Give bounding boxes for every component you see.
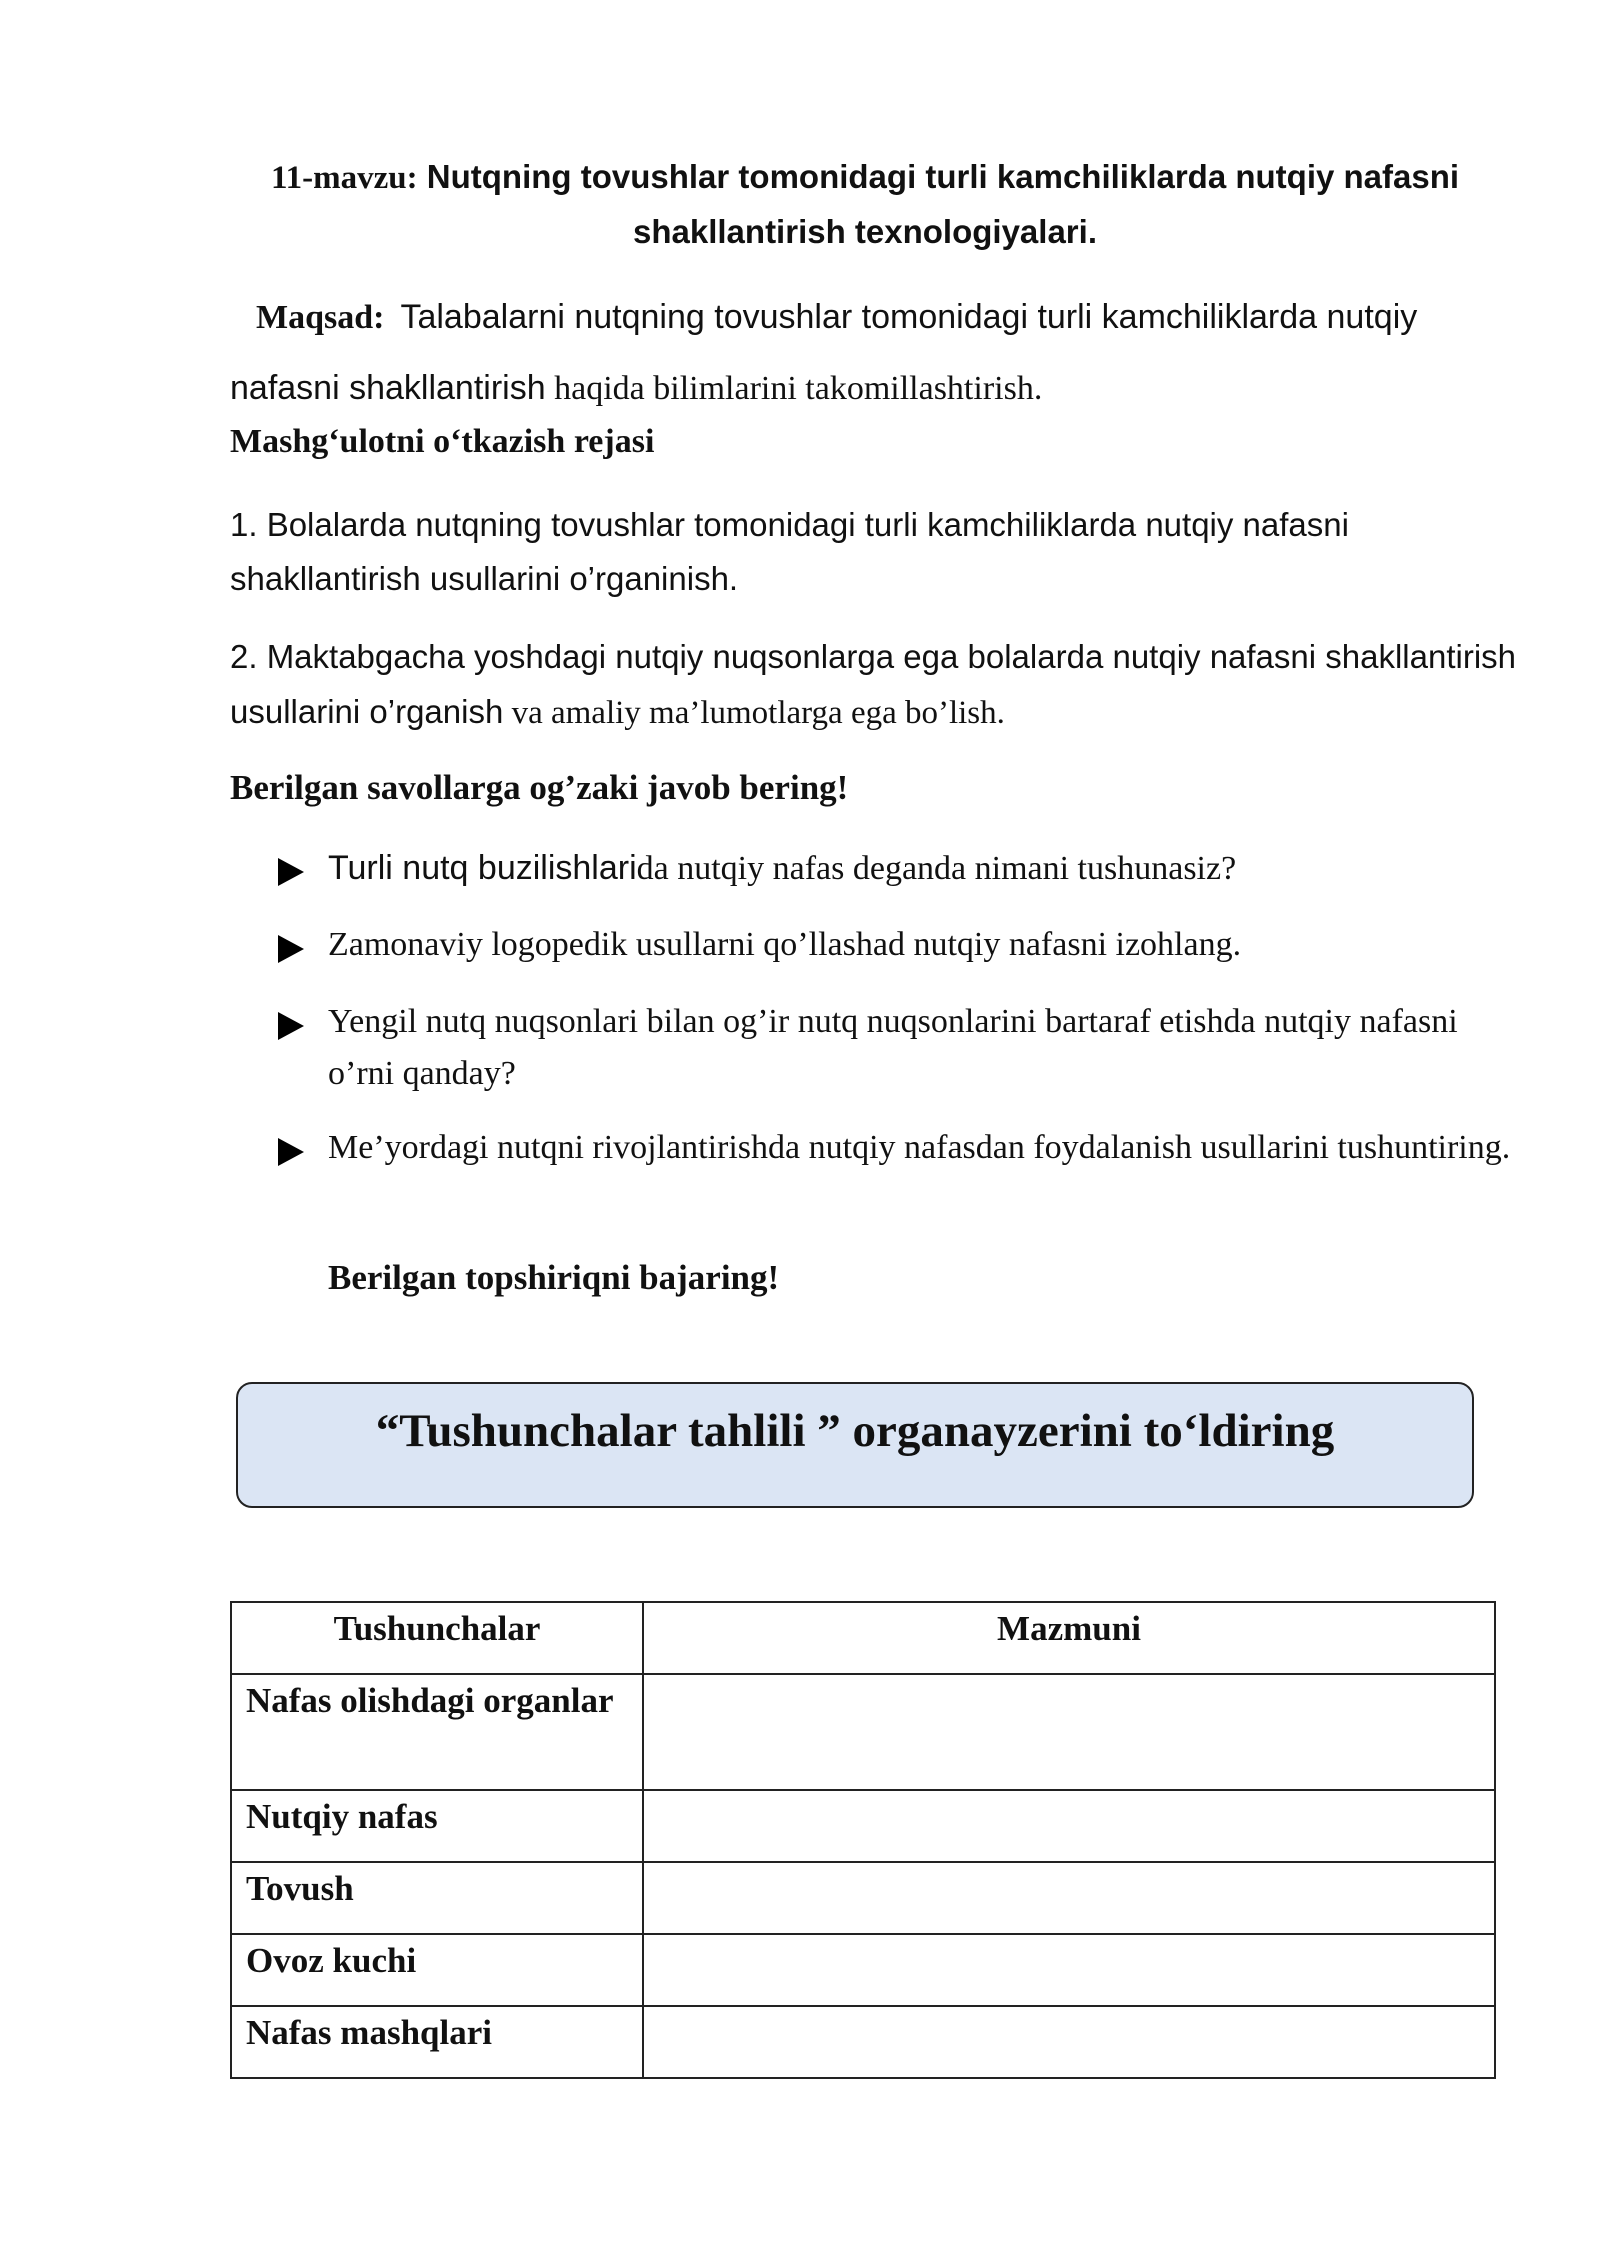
plan-item-2-text: 2. Maktabgacha yoshdagi nutqiy nuqsonlarga ega bolalarda nutqiy nafasni shakllantirish usullarini o’rganish — [230, 638, 1517, 730]
goal-label: Maqsad: — [256, 299, 385, 336]
plan-item-1: 1. Bolalarda nutqning tovushlar tomonidagi turli kamchiliklarda nutqiy nafasni shakllantirish usullarini o’rganinish. — [230, 506, 1349, 597]
table-cell-concept: Nafas mashqlari — [231, 2006, 643, 2078]
table-row — [231, 2006, 1495, 2078]
triangle-bullet-icon — [278, 1012, 304, 1040]
table-row — [231, 1674, 1495, 1790]
triangle-bullet-icon — [278, 935, 304, 963]
table-row — [231, 1862, 1495, 1934]
plan-item-2-tail: va amaliy ma’lumotlarga ega bo’lish. — [503, 695, 1005, 731]
table-header-concepts: Tushunchalar — [231, 1602, 643, 1674]
title-text: Nutqning tovushlar tomonidagi turli kamchiliklarda nutqiy nafasni shakllantirish texnologiyalari. — [417, 158, 1460, 250]
question-3 — [278, 996, 1518, 1100]
table-cell-concept: Nutqiy nafas — [231, 1790, 643, 1862]
page-title — [230, 150, 1500, 260]
table-row — [231, 1934, 1495, 2006]
table-cell-content[interactable] — [643, 1934, 1495, 2006]
plan-item-2 — [230, 630, 1530, 740]
question-2 — [278, 919, 1518, 971]
table-header-content: Mazmuni — [643, 1602, 1495, 1674]
title-prefix: 11-mavzu: — [270, 160, 418, 196]
organizer-title: “Tushunchalar tahlili ” organayzerini to‘ldiring — [375, 1405, 1335, 1457]
question-1-part-1: Turli nutq buzilishlari — [328, 849, 637, 887]
organizer-box — [236, 1382, 1474, 1508]
goal-text-1: Talabalarni nutqning tovushlar tomonidagi turli kamchiliklarda nutqiy nafasni shakllantirish — [230, 298, 1418, 407]
table-cell-content[interactable] — [643, 1790, 1495, 1862]
goal-paragraph — [230, 282, 1530, 424]
table-row — [231, 1790, 1495, 1862]
table-header-row — [231, 1602, 1495, 1674]
table-cell-content[interactable] — [643, 1674, 1495, 1790]
task-title: Berilgan topshiriqni bajaring! — [328, 1258, 780, 1297]
triangle-bullet-icon — [278, 1138, 304, 1166]
table-cell-concept: Nafas olishdagi organlar — [231, 1674, 643, 1790]
triangle-bullet-icon — [278, 858, 304, 886]
table-cell-concept: Tovush — [231, 1862, 643, 1934]
table-cell-content[interactable] — [643, 2006, 1495, 2078]
question-4-text: Me’yordagi nutqni rivojlantirishda nutqiy nafasdan foydalanish usullarini tushuntiring. — [328, 1129, 1511, 1166]
question-3-text: Yengil nutq nuqsonlari bilan og’ir nutq nuqsonlarini bartaraf etishda nutqiy nafasni o’rni qanday? — [328, 1003, 1458, 1092]
table-cell-content[interactable] — [643, 1862, 1495, 1934]
plan-title: Mashg‘ulotni o‘tkazish rejasi — [230, 423, 655, 460]
questions-title: Berilgan savollarga og’zaki javob bering! — [230, 768, 849, 807]
question-2-text: Zamonaviy logopedik usullarni qo’llashad nutqiy nafasni izohlang. — [328, 926, 1242, 963]
question-4 — [278, 1122, 1518, 1174]
goal-text-2: haqida bilimlarini takomillashtirish. — [545, 370, 1043, 407]
table-cell-concept: Ovoz kuchi — [231, 1934, 643, 2006]
question-1-part-2: da nutqiy nafas deganda nimani tushunasiz? — [636, 850, 1237, 887]
question-1 — [278, 842, 1518, 895]
concepts-table — [230, 1601, 1496, 2079]
